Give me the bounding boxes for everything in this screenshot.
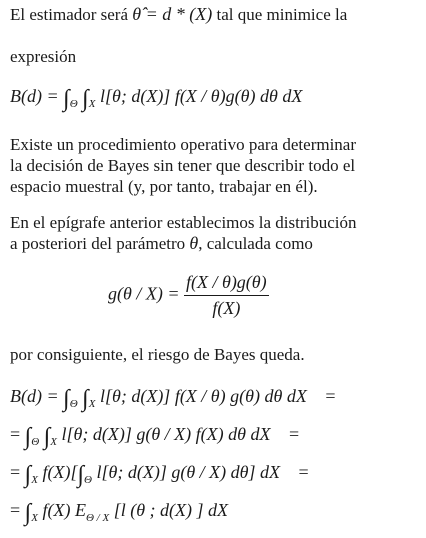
derivation-4-body1: f(X) E: [42, 500, 86, 520]
integral-sign: ∫: [63, 386, 70, 412]
derivation-2-body: l[θ; d(X)] g(θ / X) f(X) dθ dX: [61, 424, 271, 444]
integral-sign: ∫: [24, 500, 32, 526]
derivation-4-lead: =: [10, 500, 21, 520]
posterior-equation: [108, 272, 269, 319]
integral-subscript: Θ: [84, 474, 92, 486]
integral-subscript-theta: Θ: [69, 98, 78, 110]
paragraph-1-line-1: [10, 4, 347, 25]
paragraph-3-line-2: [10, 233, 313, 254]
bayes-risk-body: l[θ; d(X)] f(X / θ)g(θ) dθ dX: [99, 86, 303, 106]
bayes-risk-lhs: B(d) =: [10, 86, 59, 106]
paragraph-2-line-1: Existe un procedimiento operativo para determinar: [10, 135, 357, 154]
derivation-1-tail: =: [325, 386, 336, 406]
expectation-subscript: Θ / X: [85, 512, 110, 524]
derivation-3-body1: f(X)[: [42, 462, 78, 482]
integral-subscript: X: [50, 436, 57, 448]
posterior-lhs: g(θ / X) =: [108, 283, 180, 304]
integral-sign: ∫: [43, 424, 51, 450]
derivation-3-lead: =: [10, 462, 21, 482]
paragraph-2-line-3: espacio muestral (y, por tanto, trabajar en él).: [10, 177, 318, 196]
derivation-3-tail: =: [298, 462, 309, 482]
derivation-2-tail: =: [288, 424, 300, 444]
paragraph-1-suffix: tal que minimice la: [216, 5, 348, 24]
bayes-risk-equation: [10, 86, 302, 113]
paragraph-4: por consiguiente, el riesgo de Bayes queda.: [10, 345, 305, 364]
derivation-4-body2: [l (θ ; d(X) ] dX: [113, 500, 229, 520]
paragraph-1-prefix: El estimador será: [10, 5, 129, 24]
integral-subscript: Θ: [69, 398, 78, 410]
paragraph-3-line-1: En el epígrafe anterior establecimos la distribución: [10, 213, 357, 232]
integral-sign: ∫: [24, 424, 32, 450]
integral-sign: ∫: [24, 462, 32, 488]
paragraph-2-line-2: la decisión de Bayes sin tener que describir todo el: [10, 156, 356, 175]
integral-subscript-x: X: [88, 98, 96, 110]
integral-sign: ∫: [77, 462, 85, 488]
paragraph-3-suffix: , calculada como: [198, 234, 313, 253]
posterior-denominator: f(X): [212, 298, 241, 318]
theta-symbol: θ: [189, 233, 199, 253]
derivation-line-4: [10, 500, 228, 527]
derivation-line-1: [10, 386, 335, 413]
derivation-2-lead: =: [10, 424, 21, 444]
integral-subscript: X: [31, 512, 38, 524]
derivation-3-body2: l[θ; d(X)] g(θ / X) dθ] dX: [96, 462, 280, 482]
integral-sign: ∫: [82, 386, 89, 412]
derivation-1-body: l[θ; d(X)] f(X / θ) g(θ) dθ dX: [99, 386, 307, 406]
posterior-fraction: [184, 272, 269, 319]
posterior-numerator: f(X / θ)g(θ): [184, 272, 269, 296]
integral-subscript: X: [31, 474, 38, 486]
paragraph-1-line-2: expresión: [10, 47, 77, 66]
derivation-line-3: [10, 462, 309, 489]
integral-sign-theta: ∫: [63, 86, 70, 112]
integral-subscript: X: [88, 398, 96, 410]
derivation-line-2: [10, 424, 299, 451]
integral-sign-x: ∫: [82, 86, 89, 112]
integral-subscript: Θ: [31, 436, 40, 448]
estimator-formula: θ̂ = d * (X): [132, 4, 213, 24]
paragraph-3-text: a posteriori del parámetro: [10, 234, 186, 253]
derivation-1-lead: B(d) =: [10, 386, 59, 406]
